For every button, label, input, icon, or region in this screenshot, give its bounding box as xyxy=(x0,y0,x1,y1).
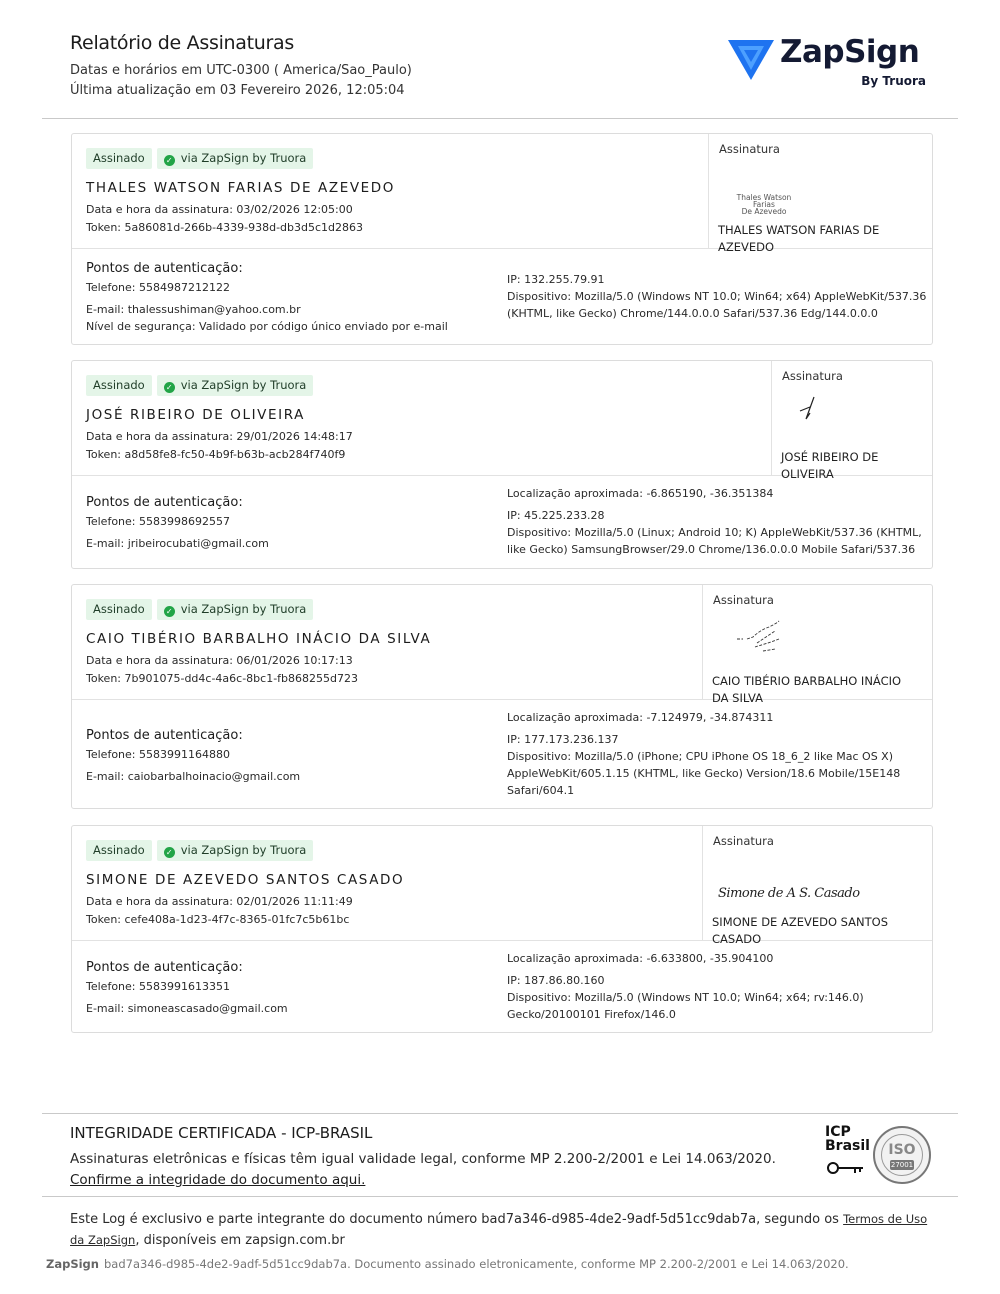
divider xyxy=(42,1196,958,1197)
device: Dispositivo: Mozilla/5.0 (Windows NT 10.0; Win64; x64; rv:146.0) Gecko/20100101 Firefox/146.0 xyxy=(507,991,864,1021)
status-badge: Assinado xyxy=(86,148,152,169)
document-footer-line: ZapSign bad7a346-d985-4de2-9adf-5d51cc9dab7a. Documento assinado eletronicamente, conforme MP 2.200-2/2001 e Lei 14.063/2020. xyxy=(46,1257,849,1271)
device: Dispositivo: Mozilla/5.0 (Linux; Android 10; K) AppleWebKit/537.36 (KHTML, like Gecko) SamsungBrowser/29.0 Chrome/136.0.0.0 Mobile Safari/537.36 xyxy=(507,526,922,556)
report-header xyxy=(70,32,940,102)
log-notice: Este Log é exclusivo e parte integrante do documento número bad7a346-d985-4de2-9adf-5d51cc9dab7a, segundo os Termos de Uso da ZapSign, disponíveis em zapsign.com.br xyxy=(70,1212,928,1248)
zapsign-logo-icon xyxy=(728,38,774,82)
security-level: Nível de segurança: Validado por código único enviado por e-mail xyxy=(86,320,448,333)
signature-name: THALES WATSON FARIAS DE AZEVEDO xyxy=(718,223,880,254)
integrity-title: INTEGRIDADE CERTIFICADA - ICP-BRASIL xyxy=(70,1124,373,1142)
signature-box xyxy=(708,134,932,254)
via-badge xyxy=(157,375,314,396)
auth-title: Pontos de autenticação: xyxy=(86,261,243,276)
signature-label: Assinatura xyxy=(719,142,780,156)
signer-name: THALES WATSON FARIAS DE AZEVEDO xyxy=(86,180,396,196)
signature-image: Thales Watson Farias De Azevedo xyxy=(736,193,792,216)
ip-address: IP: 45.225.233.28 xyxy=(507,509,605,522)
phone: Telefone: 5583991613351 xyxy=(86,980,230,993)
signature-token: Token: a8d58fe8-fc50-4b9f-b63b-acb284f740f9 xyxy=(86,448,346,461)
status-badge: Assinado xyxy=(86,375,152,396)
signature-image: Simone de A S. Casado xyxy=(718,886,860,901)
phone: Telefone: 5584987212122 xyxy=(86,281,230,294)
signature-label: Assinatura xyxy=(713,834,774,848)
via-badge xyxy=(157,840,314,861)
status-badge: Assinado xyxy=(86,840,152,861)
signature-label: Assinatura xyxy=(713,593,774,607)
email: E-mail: simoneascasado@gmail.com xyxy=(86,1002,288,1015)
divider xyxy=(42,118,958,119)
signature-name: JOSÉ RIBEIRO DE OLIVEIRA xyxy=(781,450,879,481)
location: Localização aproximada: -6.633800, -35.904100 xyxy=(507,952,774,965)
ip-address: IP: 177.173.236.137 xyxy=(507,733,619,746)
auth-title: Pontos de autenticação: xyxy=(86,728,243,743)
auth-title: Pontos de autenticação: xyxy=(86,960,243,975)
signature-token: Token: 5a86081d-266b-4339-938d-db3d5c1d2863 xyxy=(86,221,364,234)
signature-datetime: Data e hora da assinatura: 29/01/2026 14:48:17 xyxy=(86,430,353,443)
verify-integrity-link[interactable]: Confirme a integridade do documento aqui. xyxy=(70,1172,366,1188)
last-updated: Última atualização em 03 Fevereiro 2026, 12:05:04 xyxy=(70,83,405,98)
signer-name: JOSÉ RIBEIRO DE OLIVEIRA xyxy=(86,407,305,423)
key-icon xyxy=(827,1161,867,1175)
via-label: via ZapSign by Truora xyxy=(180,378,307,392)
divider xyxy=(42,1113,958,1114)
signature-box xyxy=(771,361,932,481)
email: E-mail: thalessushiman@yahoo.com.br xyxy=(86,303,301,316)
integrity-text: Assinaturas eletrônicas e físicas têm igual validade legal, conforme MP 2.200-2/2001 e Lei 14.063/2020. xyxy=(70,1151,776,1167)
page-title: Relatório de Assinaturas xyxy=(70,32,294,54)
ip-address: IP: 187.86.80.160 xyxy=(507,974,605,987)
signature-name: CAIO TIBÉRIO BARBALHO INÁCIO DA SILVA xyxy=(712,674,902,705)
signature-datetime: Data e hora da assinatura: 06/01/2026 10:17:13 xyxy=(86,654,353,667)
via-label: via ZapSign by Truora xyxy=(180,602,307,616)
phone: Telefone: 5583998692557 xyxy=(86,515,230,528)
phone: Telefone: 5583991164880 xyxy=(86,748,230,761)
signer-name: CAIO TIBÉRIO BARBALHO INÁCIO DA SILVA xyxy=(86,631,432,647)
auth-title: Pontos de autenticação: xyxy=(86,495,243,510)
logo-subtitle: By Truora xyxy=(861,74,926,88)
shield-check-icon: ✓ xyxy=(164,606,175,617)
signer-name: SIMONE DE AZEVEDO SANTOS CASADO xyxy=(86,872,405,888)
status-badge: Assinado xyxy=(86,599,152,620)
zapsign-logo xyxy=(728,34,928,94)
terms-of-use-link[interactable]: Termos de Uso da ZapSign xyxy=(70,1212,928,1247)
shield-check-icon: ✓ xyxy=(164,382,175,393)
device: Dispositivo: Mozilla/5.0 (iPhone; CPU iPhone OS 18_6_2 like Mac OS X) AppleWebKit/605.1.15 (KHTML, like Gecko) Version/18.6 Mobile/15E148 Safari/604.1 xyxy=(507,750,901,797)
signer-card xyxy=(71,360,933,569)
signature-name: SIMONE DE AZEVEDO SANTOS CASADO xyxy=(712,915,889,946)
via-badge xyxy=(157,599,314,620)
icp-brasil-logo: ICP Brasil xyxy=(825,1124,870,1154)
via-label: via ZapSign by Truora xyxy=(180,151,307,165)
signature-image xyxy=(733,617,793,657)
footer-brand: ZapSign xyxy=(46,1257,99,1271)
signature-image xyxy=(792,393,832,423)
via-badge xyxy=(157,148,314,169)
signature-label: Assinatura xyxy=(782,369,843,383)
signature-box xyxy=(702,826,932,946)
shield-check-icon: ✓ xyxy=(164,847,175,858)
signature-token: Token: cefe408a-1d23-4f7c-8365-01fc7c5b61bc xyxy=(86,913,350,926)
email: E-mail: caiobarbalhoinacio@gmail.com xyxy=(86,770,301,783)
shield-check-icon: ✓ xyxy=(164,155,175,166)
ip-address: IP: 132.255.79.91 xyxy=(507,273,605,286)
iso-seal: ISO 27001 xyxy=(873,1126,931,1184)
icp-iso-seals xyxy=(825,1123,935,1185)
via-label: via ZapSign by Truora xyxy=(180,843,307,857)
signer-card xyxy=(71,825,933,1033)
signer-card xyxy=(71,133,933,345)
signature-datetime: Data e hora da assinatura: 02/01/2026 11:11:49 xyxy=(86,895,353,908)
location: Localização aproximada: -7.124979, -34.874311 xyxy=(507,711,774,724)
location: Localização aproximada: -6.865190, -36.351384 xyxy=(507,487,774,500)
signature-token: Token: 7b901075-dd4c-4a6c-8bc1-fb868255d723 xyxy=(86,672,358,685)
device: Dispositivo: Mozilla/5.0 (Windows NT 10.0; Win64; x64) AppleWebKit/537.36 (KHTML, like Gecko) Chrome/144.0.0.0 Safari/537.36 Edg/144.0.0.0 xyxy=(507,290,927,320)
signature-datetime: Data e hora da assinatura: 03/02/2026 12:05:00 xyxy=(86,203,353,216)
timezone-note: Datas e horários em UTC-0300 ( America/Sao_Paulo) xyxy=(70,63,412,78)
email: E-mail: jribeirocubati@gmail.com xyxy=(86,537,269,550)
logo-text: ZapSign xyxy=(780,34,920,70)
signer-card xyxy=(71,584,933,809)
signature-box xyxy=(702,585,932,705)
